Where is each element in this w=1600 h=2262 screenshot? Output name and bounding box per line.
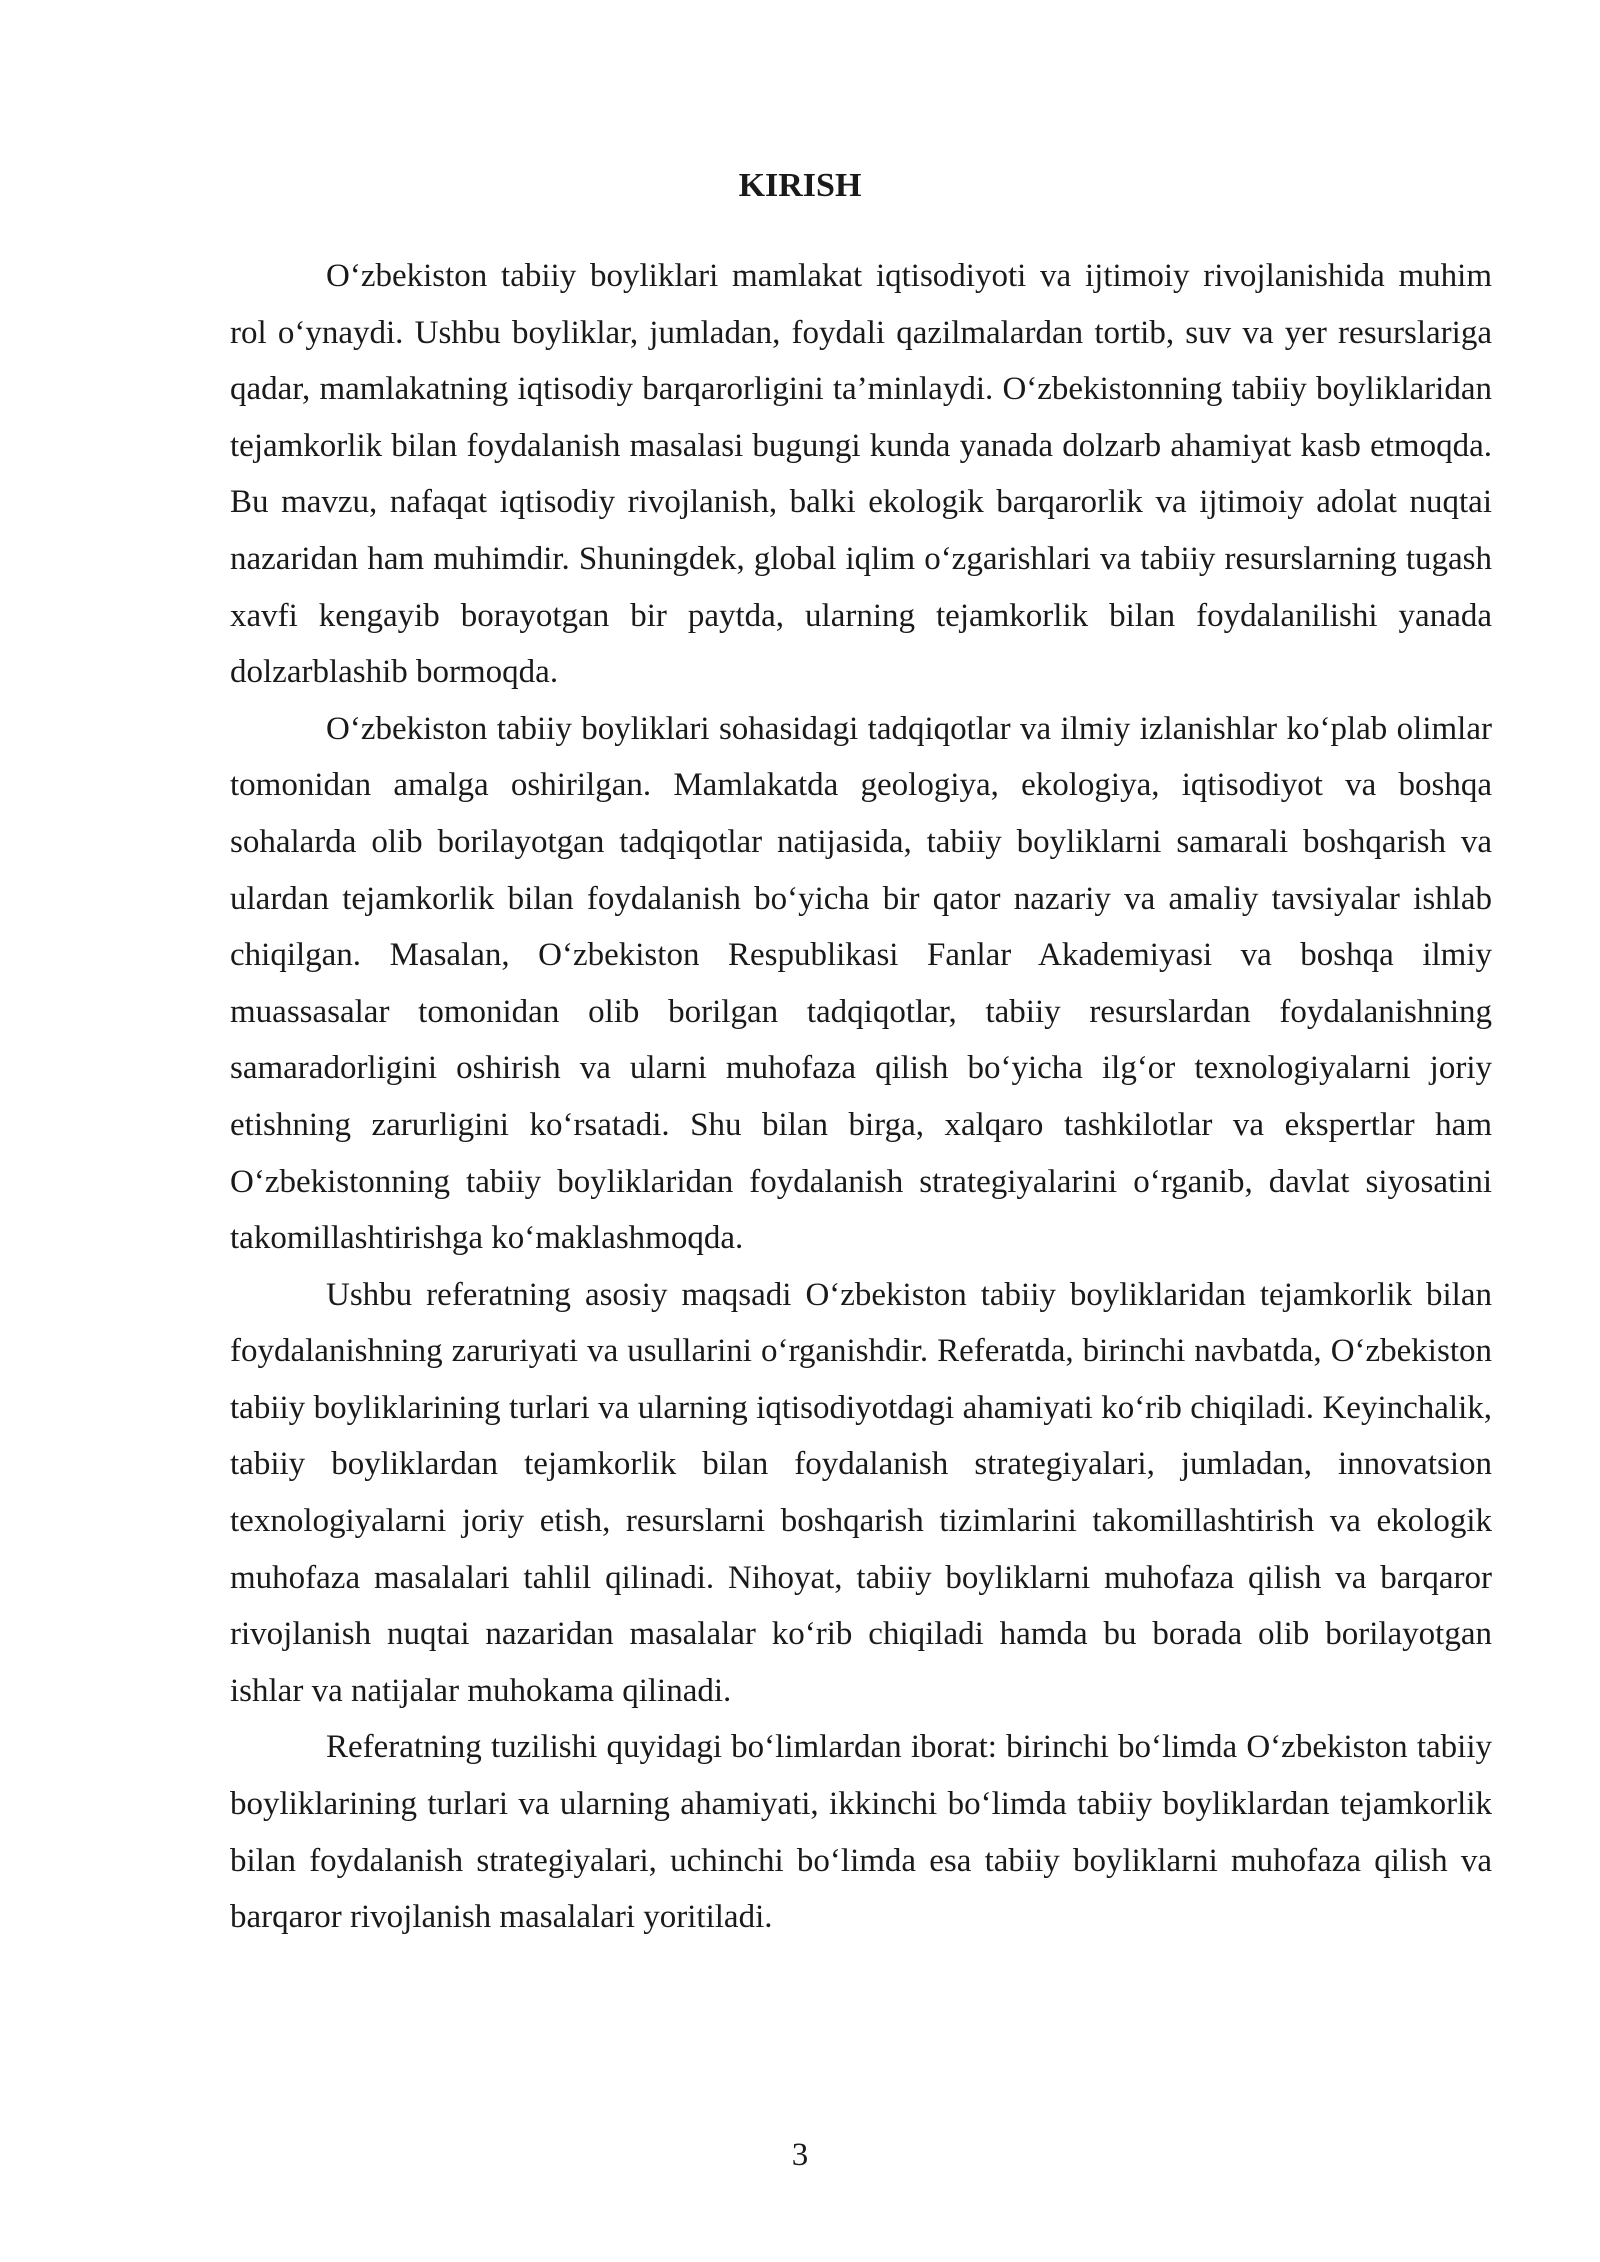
paragraph-4: Referatning tuzilishi quyidagi bo‘limlardan iborat: birinchi bo‘limda O‘zbekiston tabiiy boyliklarining turlari va ularning ahamiyati, ikkinchi bo‘limda tabiiy boyliklardan tejamkorlik bilan foydalanish strategiyalari, uchinchi bo‘limda esa tabiiy boyliklarni muhofaza qilish va barqaror rivojlanish masalalari yoritiladi.: [230, 1729, 1492, 1936]
page-number: 3: [791, 2137, 809, 2173]
paragraph-2: O‘zbekiston tabiiy boyliklari sohasidagi tadqiqotlar va ilmiy izlanishlar ko‘plab olimlar tomonidan amalga oshirilgan. Mamlakatda geologiya, ekologiya, iqtisodiyot va boshqa sohalarda olib borilayotgan tadqiqotlar natijasida, tabiiy boyliklarni samarali boshqarish va ulardan tejamkorlik bilan foydalanish bo‘yicha bir qator nazariy va amaliy tavsiyalar ishlab chiqilgan. Masalan, O‘zbekiston Respublikasi Fanlar Akademiyasi va boshqa ilmiy muassasalar tomonidan olib borilgan tadqiqotlar, tabiiy resurslardan foydalanishning samaradorligini oshirish va ularni muhofaza qilish bo‘yicha ilg‘or texnologiyalarni joriy etishning zarurligini ko‘rsatadi. Shu bilan birga, xalqaro tashkilotlar va ekspertlar ham O‘zbekistonning tabiiy boyliklaridan foydalanish strategiyalarini o‘rganib, davlat siyosatini takomillashtirishga ko‘maklashmoqda.: [230, 710, 1492, 1257]
body-text: [230, 248, 1492, 1946]
paragraph-3: Ushbu referatning asosiy maqsadi O‘zbekiston tabiiy boyliklaridan tejamkorlik bilan foydalanishning zaruriyati va usullarini o‘rganishdir. Referatda, birinchi navbatda, O‘zbekiston tabiiy boyliklarining turlari va ularning iqtisodiyotdagi ahamiyati ko‘rib chiqiladi. Keyinchalik, tabiiy boyliklardan tejamkorlik bilan foydalanish strategiyalari, jumladan, innovatsion texnologiyalarni joriy etish, resurslarni boshqarish tizimlarini takomillashtirish va ekologik muhofaza masalalari tahlil qilinadi. Nihoyat, tabiiy boyliklarni muhofaza qilish va barqaror rivojlanish nuqtai nazaridan masalalar ko‘rib chiqiladi hamda bu borada olib borilayotgan ishlar va natijalar muhokama qilinadi.: [230, 1276, 1492, 1709]
page-title: KIRISH: [738, 167, 862, 204]
paragraph-1: O‘zbekiston tabiiy boyliklari mamlakat iqtisodiyoti va ijtimoiy rivojlanishida muhim rol o‘ynaydi. Ushbu boyliklar, jumladan, foydali qazilmalardan tortib, suv va yer resurslariga qadar, mamlakatning iqtisodiy barqarorligini ta’minlaydi. O‘zbekistonning tabiiy boyliklaridan tejamkorlik bilan foydalanish masalasi bugungi kunda yanada dolzarb ahamiyat kasb etmoqda. Bu mavzu, nafaqat iqtisodiy rivojlanish, balki ekologik barqarorlik va ijtimoiy adolat nuqtai nazaridan ham muhimdir. Shuningdek, global iqlim o‘zgarishlari va tabiiy resurslarning tugash xavfi kengayib borayotgan bir paytda, ularning tejamkorlik bilan foydalanilishi yanada dolzarblashib bormoqda.: [230, 258, 1492, 691]
